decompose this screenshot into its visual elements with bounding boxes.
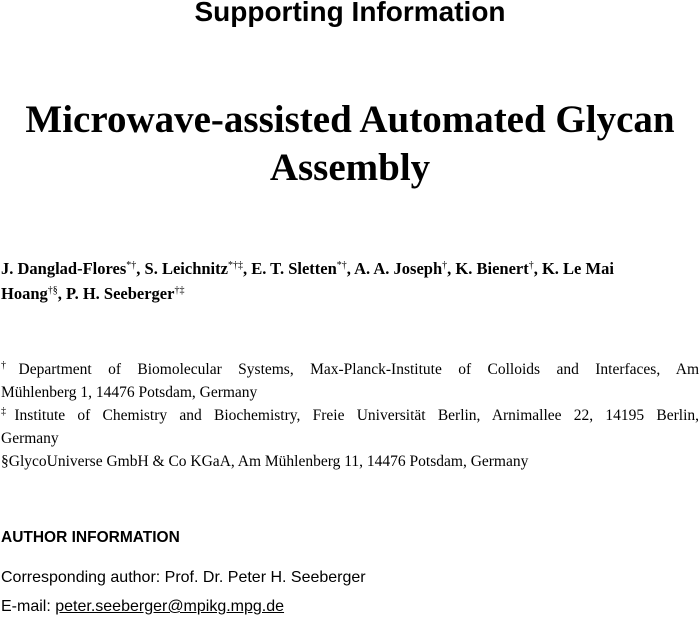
author-name: K. Le Mai [541,259,614,278]
affiliation-line [1,404,699,427]
affiliation-item [1,358,699,404]
affiliation-text: Institute of Chemistry and Biochemistry, Freie Universität Berlin, Arnimallee 22, 14195 Berlin, [14,407,699,424]
affiliation-mark: § [1,453,9,470]
affiliation-mark: ‡ [1,406,15,417]
email-link[interactable]: peter.seeberger@mpikg.mpg.de [55,598,285,615]
affiliation-text: GlycoUniverse GmbH & Co KGaA, Am Mühlenberg 11, 14476 Potsdam, Germany [8,453,529,470]
author-separator: , [242,259,252,278]
author-list [1,256,699,306]
affiliation-mark: † [1,360,19,371]
author-separator: , [447,259,456,278]
author-affiliation-marks: *† [126,260,137,271]
email-label: E-mail: [1,598,56,615]
author-separator: , [57,284,67,303]
author-name: Hoang [1,284,48,303]
author-name: K. Bienert [455,259,529,278]
author-list-line-2 [1,281,699,306]
affiliation-list [1,358,699,473]
paper-title [0,96,700,192]
affiliation-line [1,358,699,381]
author-name: E. T. Sletten [251,259,337,278]
author-affiliation-marks: † [528,260,534,271]
author-information-heading: AUTHOR INFORMATION [1,529,180,546]
author-name: J. Danglad-Flores [1,259,127,278]
author-separator: , [136,259,145,278]
affiliation-item [1,404,699,450]
email-line [1,596,284,617]
author-affiliation-marks: *†‡ [227,260,243,271]
paper-title-line-2: Assembly [269,146,431,189]
author-name: P. H. Seeberger [66,284,175,303]
affiliation-item [1,450,699,473]
author-name: A. A. Joseph [354,259,443,278]
author-list-line-1 [1,256,699,281]
author-separator: , [533,259,542,278]
affiliation-text: Department of Biomolecular Systems, Max-Planck-Institute of Colloids and Interfaces, Am [18,361,700,378]
author-affiliation-marks: *† [336,260,347,271]
author-name: S. Leichnitz [144,259,228,278]
author-affiliation-marks: †‡ [174,285,185,296]
author-affiliation-marks: †§ [47,285,58,296]
corresponding-author: Corresponding author: Prof. Dr. Peter H. Seeberger [1,569,366,586]
author-affiliation-marks: † [442,260,448,271]
author-separator: , [346,259,355,278]
affiliation-line: Germany [1,430,59,447]
supporting-information-heading: Supporting Information [194,0,506,27]
affiliation-line: Mühlenberg 1, 14476 Potsdam, Germany [1,384,258,401]
affiliation-line [1,450,699,473]
paper-title-line-1: Microwave-assisted Automated Glycan [25,98,675,141]
